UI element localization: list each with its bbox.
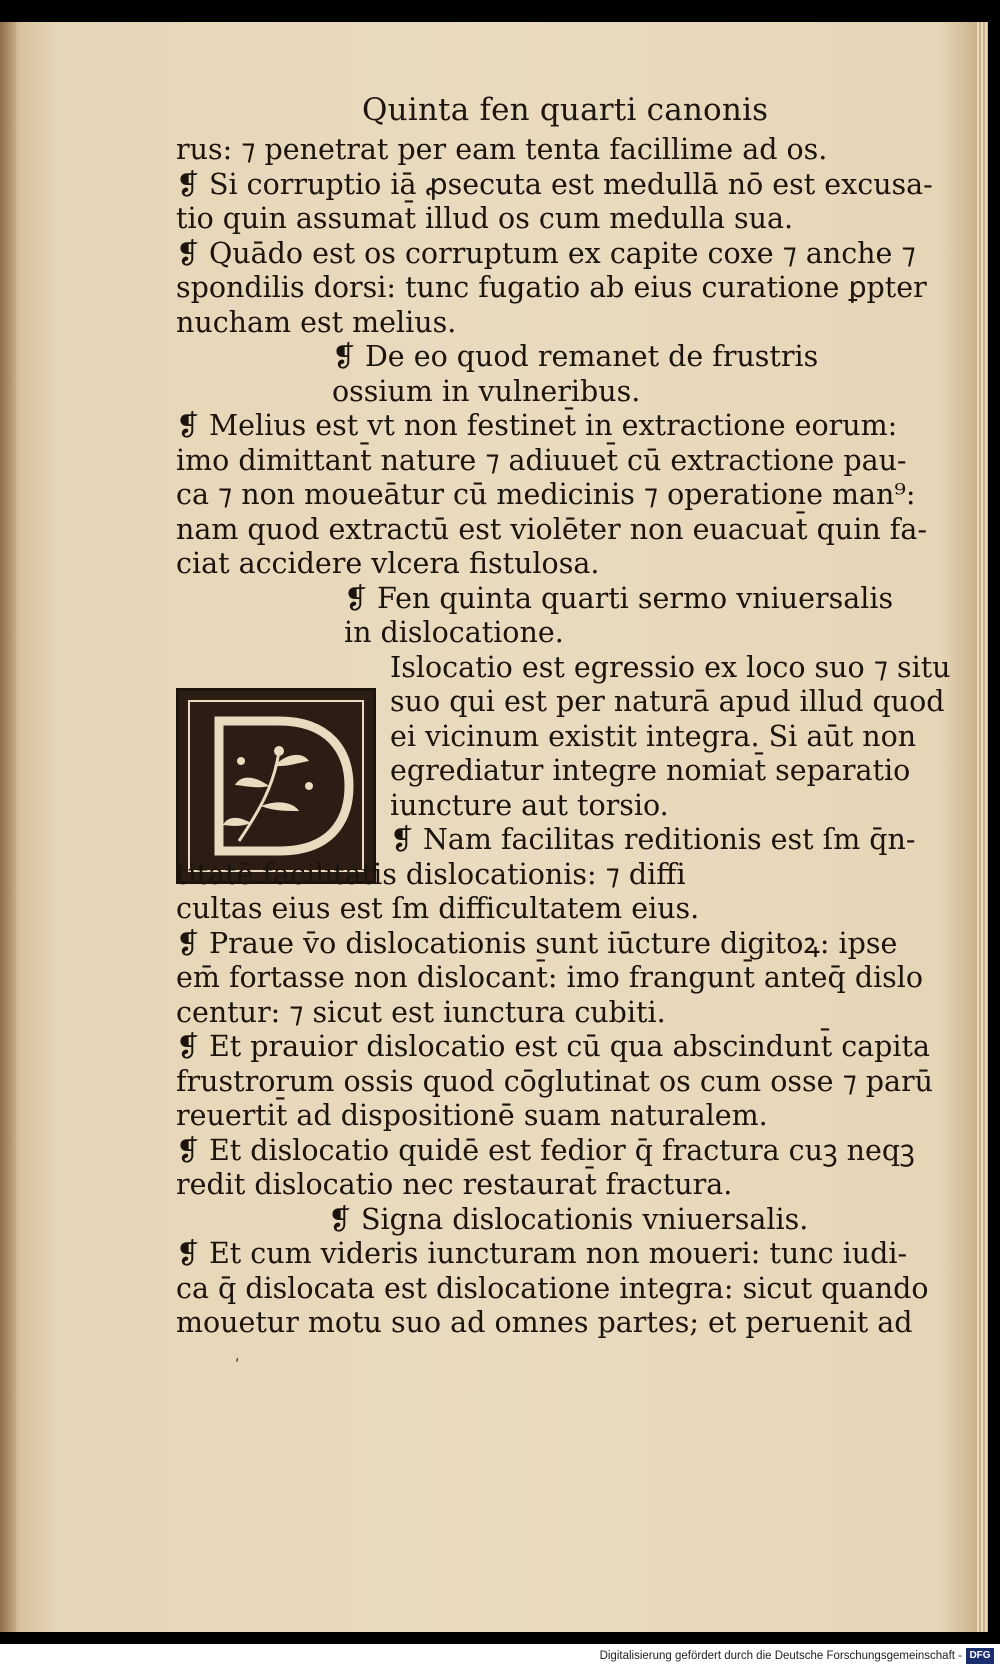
- page-fore-edge: [975, 22, 988, 1632]
- running-head: Quinta fen quarti canonis: [362, 92, 769, 128]
- text-line: frustrorum ossis quod cōglutinat os cum osse ⁊ parū: [176, 1064, 934, 1098]
- text-line: imo dimittant̄ nature ⁊ adiuuet̄ cū extractione pau-: [176, 443, 907, 477]
- page-gutter: [0, 22, 16, 1632]
- text-line: ❡ Nam facilitas reditionis est ſm q̄n-: [390, 823, 916, 856]
- text-line: redit dislocatio nec restaurat̄ fractura.: [176, 1168, 733, 1201]
- text-line: suo qui est per naturā apud illud quod: [390, 685, 945, 718]
- text-line: ❡ Et dislocatio quidē est fedior q̄ fractura cuꝫ neqꝫ: [176, 1133, 915, 1167]
- page-body-text: [176, 133, 956, 1341]
- text-line: iuncture aut torsio.: [390, 788, 669, 822]
- text-line: reuertit̄ ad dispositionē suam naturalem.: [176, 1099, 768, 1132]
- section-heading: ossium in vulneribus.: [332, 374, 641, 408]
- text-line: ❡ Et prauior dislocatio est cū qua abscindunt̄ capita: [176, 1030, 930, 1063]
- text-line: titatē facilitatis dislocationis: ⁊ diffi: [176, 857, 686, 891]
- text-line: rus: ⁊ penetrat per eam tenta facillime ad os.: [176, 133, 828, 166]
- dfg-logo-icon: DFG: [966, 1648, 994, 1664]
- text-line: ❡ Praue v̄o dislocationis sunt iūcture digitoꝝ: ipse: [176, 926, 898, 960]
- text-line: nam quod extractū est violēter non euacuat̄ quin fa-: [176, 512, 927, 546]
- section-heading: ❡ Fen quinta quarti sermo vniuersalis: [344, 581, 894, 615]
- text-line: ei vicinum existit integra. Si aūt non: [390, 719, 917, 753]
- section-heading: ❡ Signa dislocationis vniuersalis.: [328, 1202, 809, 1236]
- text-line: ❡ Quādo est os corruptum ex capite coxe ⁊ anche ⁊: [176, 236, 916, 270]
- text-line: nucham est melius.: [176, 305, 457, 339]
- text-line: em̄ fortasse non dislocant̄: imo frangunt̄ anteq̄ dislo: [176, 961, 924, 994]
- text-line: Islocatio est egressio ex loco suo ⁊ situ: [390, 650, 951, 684]
- section-heading: ❡ De eo quod remanet de frustris: [332, 340, 819, 373]
- funding-note: Digitalisierung gefördert durch die Deutsche Forschungsgemeinschaft -: [599, 1650, 962, 1662]
- text-line: centur: ⁊ sicut est iunctura cubiti.: [176, 995, 666, 1029]
- section-heading: in dislocatione.: [344, 616, 564, 649]
- text-line: ca ⁊ non moueātur cū medicinis ⁊ operatione man⁹:: [176, 478, 916, 511]
- text-line: spondilis dorsi: tunc fugatio ab eius curatione ꝑpter: [176, 271, 927, 304]
- text-line: ca q̄ dislocata est dislocatione integra: sicut quando: [176, 1271, 929, 1305]
- text-line: cultas eius est ſm difficultatem eius.: [176, 892, 700, 925]
- text-line: mouetur motu suo ad omnes partes; et peruenit ad: [176, 1306, 913, 1339]
- text-line: egrediatur integre nomiat̄ separatio: [390, 754, 911, 787]
- text-line: ❡ Et cum videris iuncturam non moueri: tunc iudi-: [176, 1237, 908, 1270]
- stray-ink-mark: ʹ: [235, 1356, 240, 1375]
- text-line: ciat accidere vlcera fistulosa.: [176, 547, 600, 580]
- text-line: ❡ Melius est vt non festinet̄ in extractione eorum:: [176, 409, 898, 442]
- text-line: ❡ Si corruptio iā ꝓsecuta est medullā nō est excusa-: [176, 167, 933, 201]
- text-line: tio quin assumat̄ illud os cum medulla sua.: [176, 202, 794, 235]
